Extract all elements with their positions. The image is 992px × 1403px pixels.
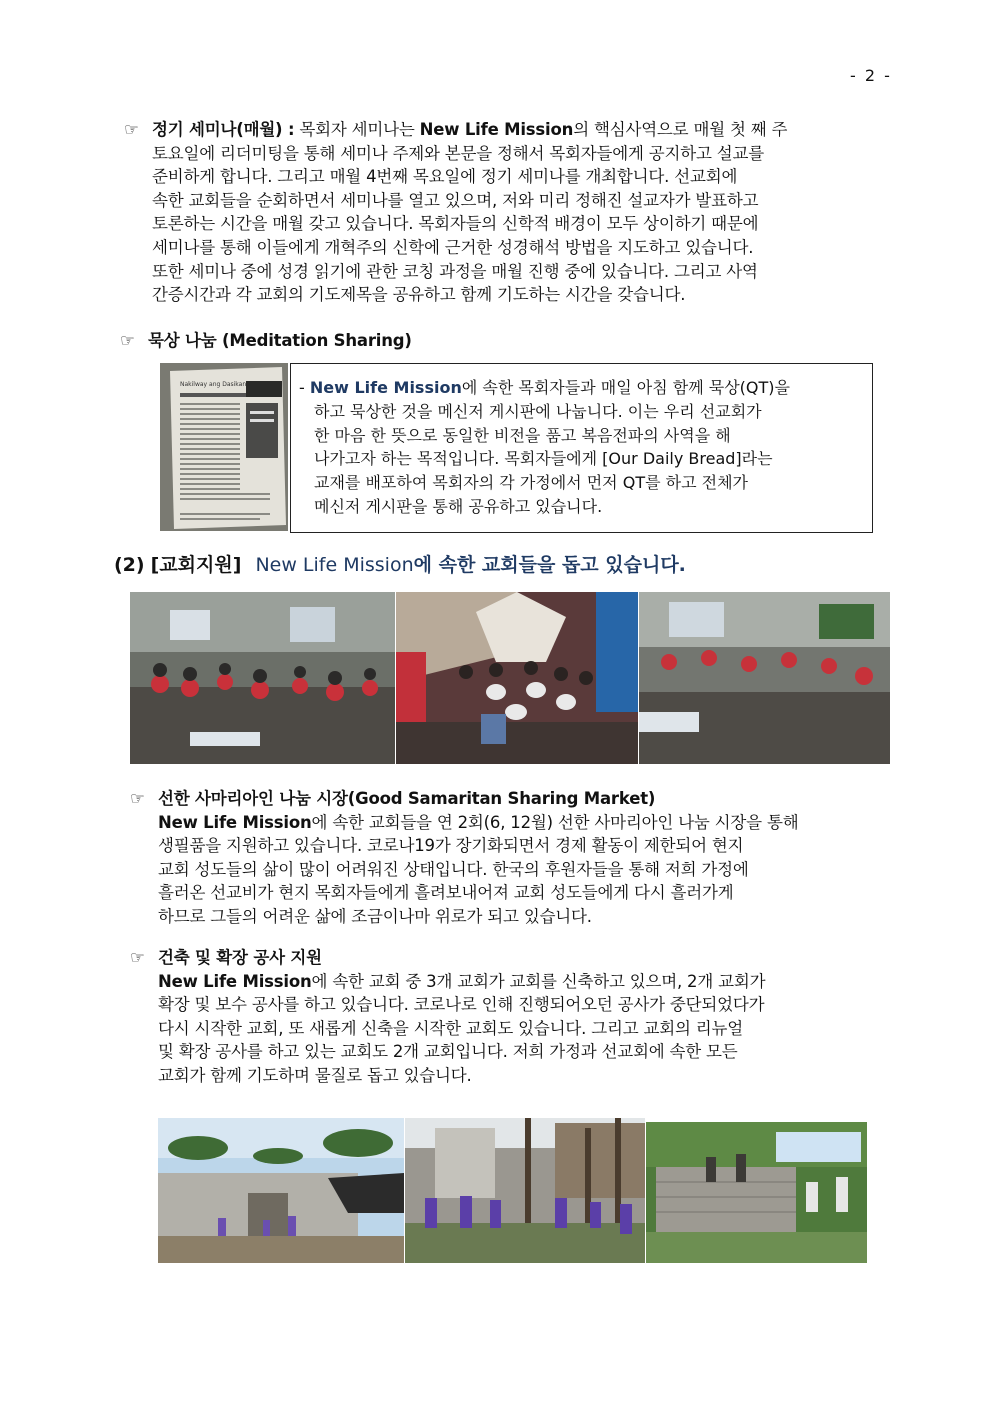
church-gathering-photo-2 — [396, 592, 638, 764]
pointing-hand-icon: ☞ — [130, 948, 145, 967]
construction-photo-3 — [646, 1122, 867, 1263]
pointing-hand-icon: ☞ — [124, 120, 139, 139]
org-name: New Life Mission — [158, 812, 312, 832]
construction-photo-2 — [405, 1118, 645, 1263]
section-label: [교회지원] — [150, 554, 242, 576]
org-name: New Life Mission — [158, 971, 312, 991]
church-gathering-photo-3 — [639, 592, 890, 764]
sharing-market-title: 선한 사마리아인 나눔 시장(Good Samaritan Sharing Market) — [158, 789, 656, 808]
construction-section — [130, 946, 910, 1088]
church-support-heading — [114, 550, 686, 577]
meditation-heading — [120, 329, 412, 353]
pointing-hand-icon: ☞ — [120, 331, 135, 350]
construction-body: New Life Mission에 속한 교회 중 3개 교회가 교회를 신축하고 있으며, 2개 교회가 확장 및 보수 공사를 하고 있습니다. 코로나로 인해 진행되어오던 공사가 중단되었다가 다시 시작한 교회, 또 새롭게 신축을 시작한 교회도 있습니다. 그리고 교회의 리뉴얼 및 확장 공사를 하고 있는 교회도 2개 교회입니다. 저희 가정과 선교회에 속한 모든 교회가 함께 기도하며 물질로 돕고 있습니다. — [158, 971, 766, 1085]
meditation-text-box: - New Life Mission에 속한 목회자들과 매일 아침 함께 묵상(QT)을 하고 묵상한 것을 메신저 게시판에 나눕니다. 이는 우리 선교회가 한 마음 한 뜻으로 동일한 비전을 품고 복음전파의 사역을 해 나가고자 하는 목적입니다. 목회자들에게 [Our Daily Bread]라는 교재를 배포하여 목회자의 각 가정에서 먼저 QT를 하고 전체가 메신저 게시판을 통해 공유하고 있습니다. — [290, 363, 873, 533]
church-gathering-photo-1 — [130, 592, 395, 764]
sharing-market-section — [130, 787, 910, 929]
org-name: New Life Mission — [309, 378, 462, 397]
pointing-hand-icon: ☞ — [130, 789, 145, 808]
seminar-title: 정기 세미나(매월) : — [152, 120, 295, 139]
meditation-title: 묵상 나눔 (Meditation Sharing) — [148, 331, 412, 350]
seminar-body: 토요일에 리더미팅을 통해 세미나 주제와 본문을 정해서 목회자들에게 공지하고 설교를 준비하게 합니다. 그리고 매월 4번째 목요일에 정기 세미나를 개최합니다. 선교회에 속한 교회들을 순회하면서 세미나를 열고 있으며, 저와 미리 정해진 설교자가 발표하고 토론하는 시간을 매월 갖고 있습니다. 목회자들의 신학적 배경이 모두 상이하기 때문에 세미나를 통해 이들에게 개혁주의 신학에 근거한 성경해석 방법을 지도하고 있습니다. 또한 세미나 중에 성경 읽기에 관한 코칭 과정을 매월 진행 중에 있습니다. 그리고 사역 간증시간과 각 교회의 기도제목을 공유하고 함께 기도하는 시간을 갖습니다. — [152, 143, 765, 305]
section-number: (2) — [114, 554, 145, 576]
sharing-market-body: New Life Mission에 속한 교회들을 연 2회(6, 12월) 선한 사마리아인 나눔 시장을 통해 생필품을 지원하고 있습니다. 코로나19가 장기화되면서 경제 활동이 제한되어 현지 교회 성도들의 삶이 많이 어려워진 상태입니다. 한국의 후원자들을 통해 저희 가정에 흘러온 선교비가 현지 목회자들에게 흘려보내어져 교회 성도들에게 다시 흘러가게 하므로 그들의 어려운 삶에 조금이나마 위로가 되고 있습니다. — [158, 812, 799, 926]
construction-title: 건축 및 확장 공사 지원 — [158, 948, 322, 967]
daily-bread-book-photo — [160, 363, 288, 531]
page-number: - 2 - — [850, 66, 892, 85]
construction-photo-1 — [158, 1118, 404, 1263]
org-name: New Life Mission — [419, 120, 574, 139]
book-title-text: Nakilway ang Dasikan — [180, 381, 247, 388]
seminar-section — [124, 118, 904, 307]
support-subtitle: New Life Mission에 속한 교회들을 돕고 있습니다. — [255, 554, 686, 576]
seminar-first-line: ☞ 정기 세미나(매월) : 목회자 세미나는 New Life Mission의 핵심사역으로 매월 첫 째 주 — [124, 118, 904, 142]
